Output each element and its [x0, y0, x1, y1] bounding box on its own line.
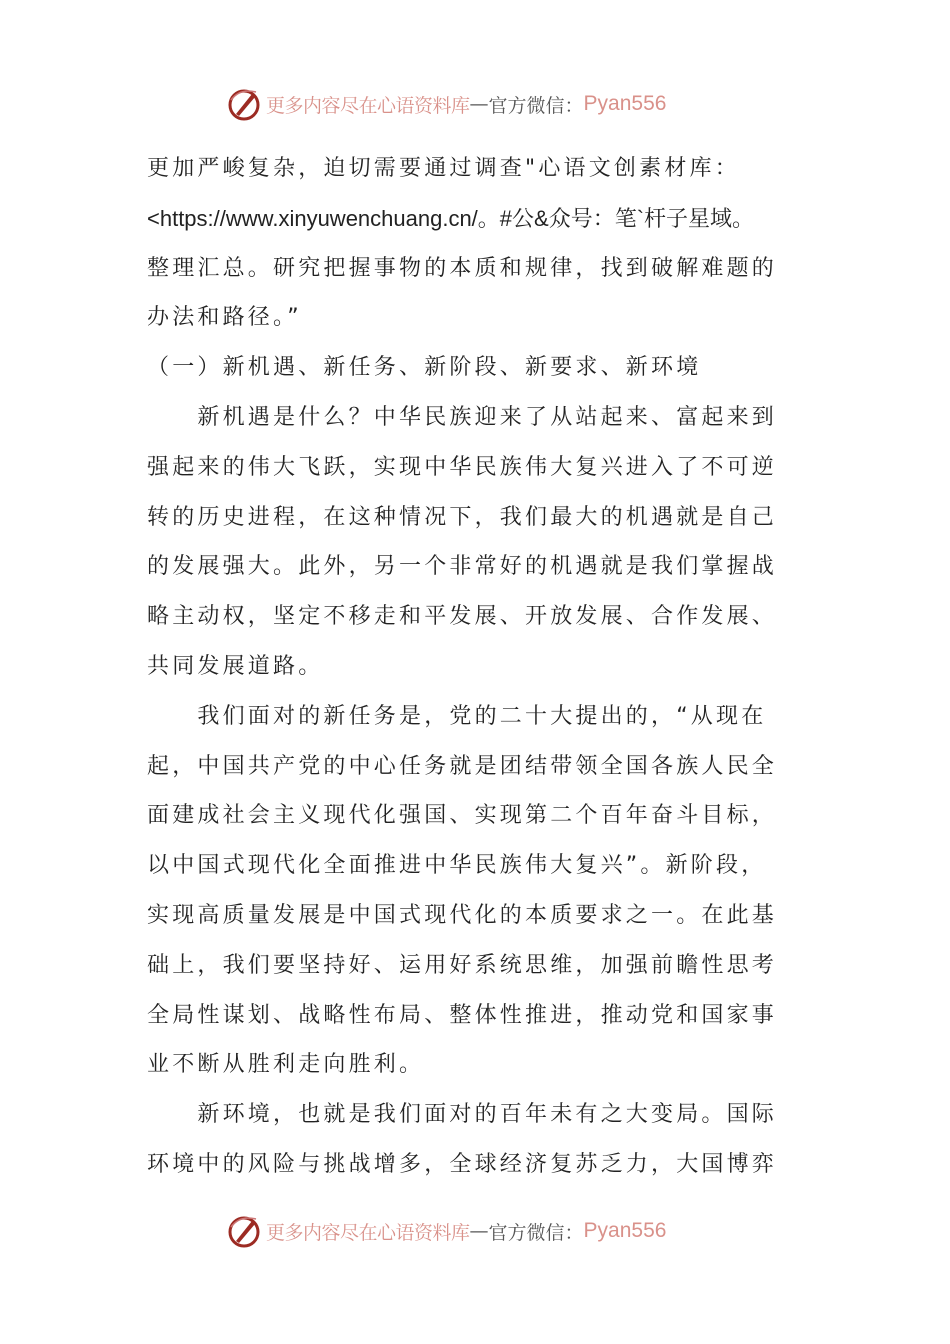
text-line: <https://www.xinyuwenchuang.cn/。#公&众号：笔`杆子星域。: [147, 205, 755, 231]
footer-wechat-label: 官方微信：: [488, 1221, 584, 1244]
footer-banner: [226, 1211, 726, 1251]
section-heading: （一）新机遇、新任务、新阶段、新要求、新环境: [147, 355, 702, 381]
text-line: 全局性谋划、战略性布局、整体性推进，推动党和国家事: [147, 1002, 778, 1028]
text-line: 办法和路径。”: [147, 305, 302, 331]
footer-site-text: 更多内容尽在心语资料库: [266, 1221, 470, 1244]
text-line: 面建成社会主义现代化强国、实现第二个百年奋斗目标，: [147, 803, 778, 829]
footer-dash: —: [469, 1220, 489, 1242]
header-site-text: 更多内容尽在心语资料库: [266, 94, 470, 117]
text-line: 新机遇是什么？中华民族迎来了从站起来、富起来到: [147, 404, 778, 430]
text-line: 以中国式现代化全面推进中华民族伟大复兴”。新阶段，: [147, 853, 767, 879]
header-wechat-label: 官方微信：: [488, 94, 584, 117]
text-line: 环境中的风险与挑战增多，全球经济复苏乏力，大国博弈: [147, 1151, 778, 1177]
text-line: 转的历史进程，在这种情况下，我们最大的机遇就是自己: [147, 504, 778, 530]
text-line: 新环境，也就是我们面对的百年未有之大变局。国际: [147, 1102, 778, 1128]
text-line: 起，中国共产党的中心任务就是团结带领全国各族人民全: [147, 753, 778, 779]
text-line: 更加严峻复杂，迫切需要通过调查"心语文创素材库：: [147, 156, 740, 181]
document-body: [147, 150, 827, 1196]
pen-logo-icon: [226, 86, 262, 122]
text-line: 业不断从胜利走向胜利。: [147, 1052, 425, 1078]
pen-logo-icon: [226, 1213, 262, 1249]
text-line: 整理汇总。研究把握事物的本质和规律，找到破解难题的: [147, 255, 778, 281]
text-line: 共同发展道路。: [147, 653, 324, 679]
footer-wechat-id: Pyan556: [583, 1219, 667, 1242]
text-line: 实现高质量发展是中国式现代化的本质要求之一。在此基: [147, 902, 778, 928]
text-line: 础上，我们要坚持好、运用好系统思维，加强前瞻性思考: [147, 952, 778, 978]
text-line: 略主动权，坚定不移走和平发展、开放发展、合作发展、: [147, 604, 778, 630]
text-line: 强起来的伟大飞跃，实现中华民族伟大复兴进入了不可逆: [147, 454, 778, 480]
header-banner: [226, 84, 726, 124]
text-line: 的发展强大。此外，另一个非常好的机遇就是我们掌握战: [147, 554, 778, 580]
text-line: 我们面对的新任务是，党的二十大提出的，“从现在: [147, 703, 767, 729]
header-wechat-id: Pyan556: [583, 92, 667, 115]
header-dash: —: [469, 93, 489, 115]
